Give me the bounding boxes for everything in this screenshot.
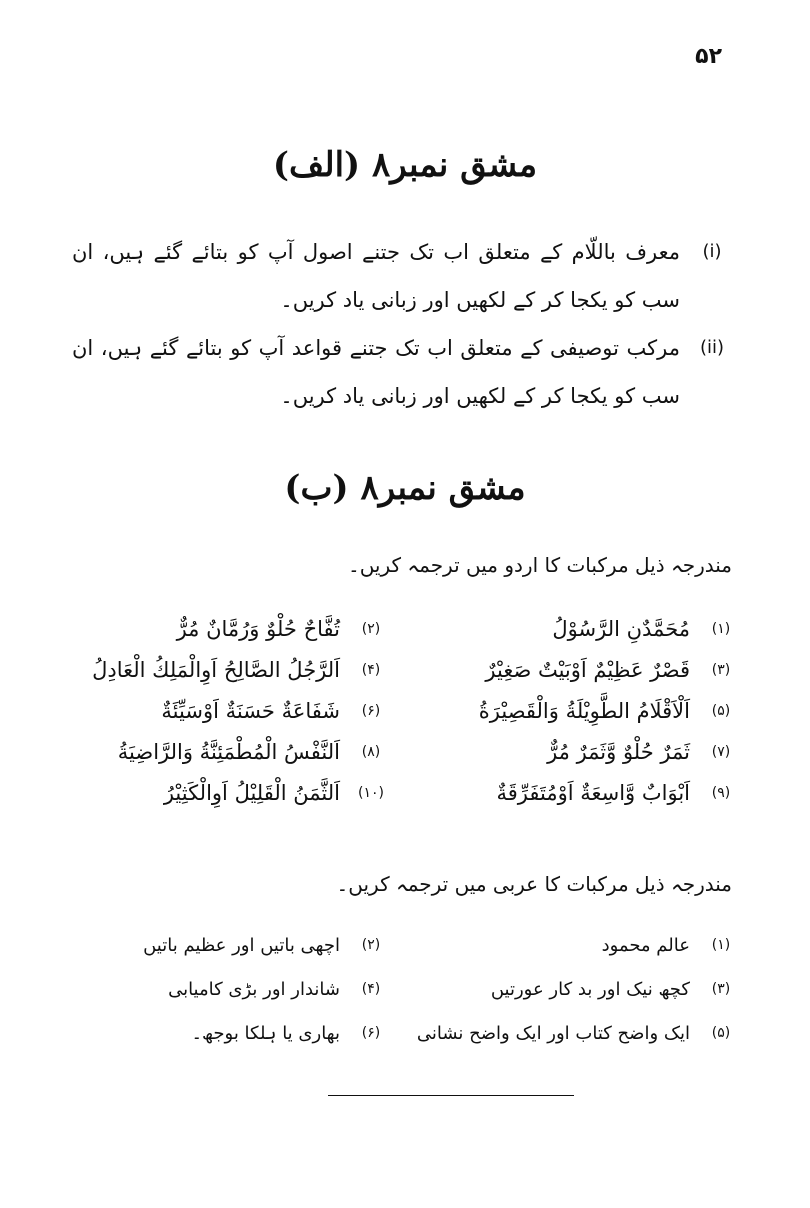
list-item xyxy=(410,928,740,962)
urdu-phrase-list xyxy=(60,928,740,1050)
arabic-phrase: تُفَّاحٌ حُلْوٌ وَرُمَّانٌ مُرٌّ xyxy=(176,617,340,641)
list-item xyxy=(410,694,740,728)
arabic-phrase: ثَمَرٌ حُلْوٌ وَّثَمَرٌ مُرٌّ xyxy=(547,740,690,764)
item-number: (۴) xyxy=(361,662,381,678)
arabic-phrase: اَلنَّفْسُ الْمُطْمَئِنَّةُ وَالرَّاضِيَةُ xyxy=(117,740,340,764)
list-item xyxy=(410,612,740,646)
exercise-a-item xyxy=(72,324,732,420)
item-number: (۹) xyxy=(711,785,731,801)
urdu-phrase: ایک واضح کتاب اور ایک واضح نشانی xyxy=(416,1022,690,1044)
item-number: (i) xyxy=(702,241,722,262)
arabic-phrase: مُحَمَّدٌنِ الرَّسُوْلُ xyxy=(552,617,690,641)
urdu-phrase: اچھی باتیں اور عظیم باتیں xyxy=(143,934,340,956)
instruction-urdu-translation: مندرجہ ذیل مرکبات کا اردو میں ترجمہ کریں۔ xyxy=(347,553,732,577)
list-item xyxy=(60,653,390,687)
list-item xyxy=(60,776,390,810)
item-number: (۶) xyxy=(361,703,381,719)
list-item xyxy=(410,1016,740,1050)
list-item xyxy=(60,612,390,646)
footer-divider xyxy=(328,1095,574,1096)
urdu-phrase: شاندار اور بڑی کامیابی xyxy=(168,978,340,1000)
item-number: (۶) xyxy=(361,1025,381,1041)
exercise-a-title: مشق نمبر۸ (الف) xyxy=(272,145,538,185)
item-number: (۳) xyxy=(711,662,731,678)
item-number: (۱۰) xyxy=(358,785,384,801)
item-number: (۵) xyxy=(711,703,731,719)
item-number: (ii) xyxy=(699,337,725,358)
exercise-a-item xyxy=(72,228,732,324)
item-text: مرکب توصیفی کے متعلق اب تک جتنے قواعد آپ کو بتائے گئے ہیں، ان سب کو یکجا کر کے لکھیں اور زبانی یاد کریں۔ xyxy=(72,336,680,408)
arabic-phrase: قَصْرٌ عَظِيْمٌ اَوْبَيْتٌ صَغِيْرٌ xyxy=(485,658,690,682)
arabic-phrase: اَلثَّمَنُ الْقَلِيْلُ اَوِالْكَثِيْرُ xyxy=(163,781,340,805)
list-item xyxy=(60,1016,390,1050)
arabic-phrase-list xyxy=(60,612,740,810)
list-item xyxy=(410,653,740,687)
item-number: (۲) xyxy=(361,621,381,637)
list-item xyxy=(410,735,740,769)
arabic-phrase: اَلرَّجُلُ الصَّالِحُ اَوِالْمَلِكُ الْعَادِلُ xyxy=(92,658,340,682)
list-item xyxy=(410,972,740,1006)
item-number: (۱) xyxy=(711,621,731,637)
item-number: (۸) xyxy=(361,744,381,760)
item-number: (۲) xyxy=(361,937,381,953)
item-text: معرف باللّام کے متعلق اب تک جتنے اصول آپ کو بتائے گئے ہیں، ان سب کو یکجا کر کے لکھیں اور زبانی یاد کریں۔ xyxy=(72,240,680,312)
item-number: (۴) xyxy=(361,981,381,997)
exercise-b-title: مشق نمبر۸ (ب) xyxy=(284,468,526,508)
page-number: ۵۲ xyxy=(695,44,722,69)
item-number: (۵) xyxy=(711,1025,731,1041)
arabic-phrase: اَلْاَقْلَامُ الطَّوِيْلَةُ وَالْقَصِيْرَةُ xyxy=(478,699,690,723)
urdu-phrase: بھاری یا ہلکا بوجھ۔ xyxy=(191,1022,340,1044)
arabic-phrase: اَبْوَابٌ وَّاسِعَةٌ اَوْمُتَفَرِّقَةٌ xyxy=(496,781,690,805)
list-item xyxy=(60,694,390,728)
list-item xyxy=(410,776,740,810)
item-number: (۷) xyxy=(711,744,731,760)
item-number: (۳) xyxy=(711,981,731,997)
item-number: (۱) xyxy=(711,937,731,953)
arabic-phrase: شَفَاعَةٌ حَسَنَةٌ اَوْسَيِّئَةٌ xyxy=(161,699,340,723)
instruction-arabic-translation: مندرجہ ذیل مرکبات کا عربی میں ترجمہ کریں۔ xyxy=(336,872,732,896)
urdu-phrase: عالم محمود xyxy=(601,934,690,956)
urdu-phrase: کچھ نیک اور بد کار عورتیں xyxy=(490,978,690,1000)
list-item xyxy=(60,928,390,962)
list-item xyxy=(60,735,390,769)
list-item xyxy=(60,972,390,1006)
